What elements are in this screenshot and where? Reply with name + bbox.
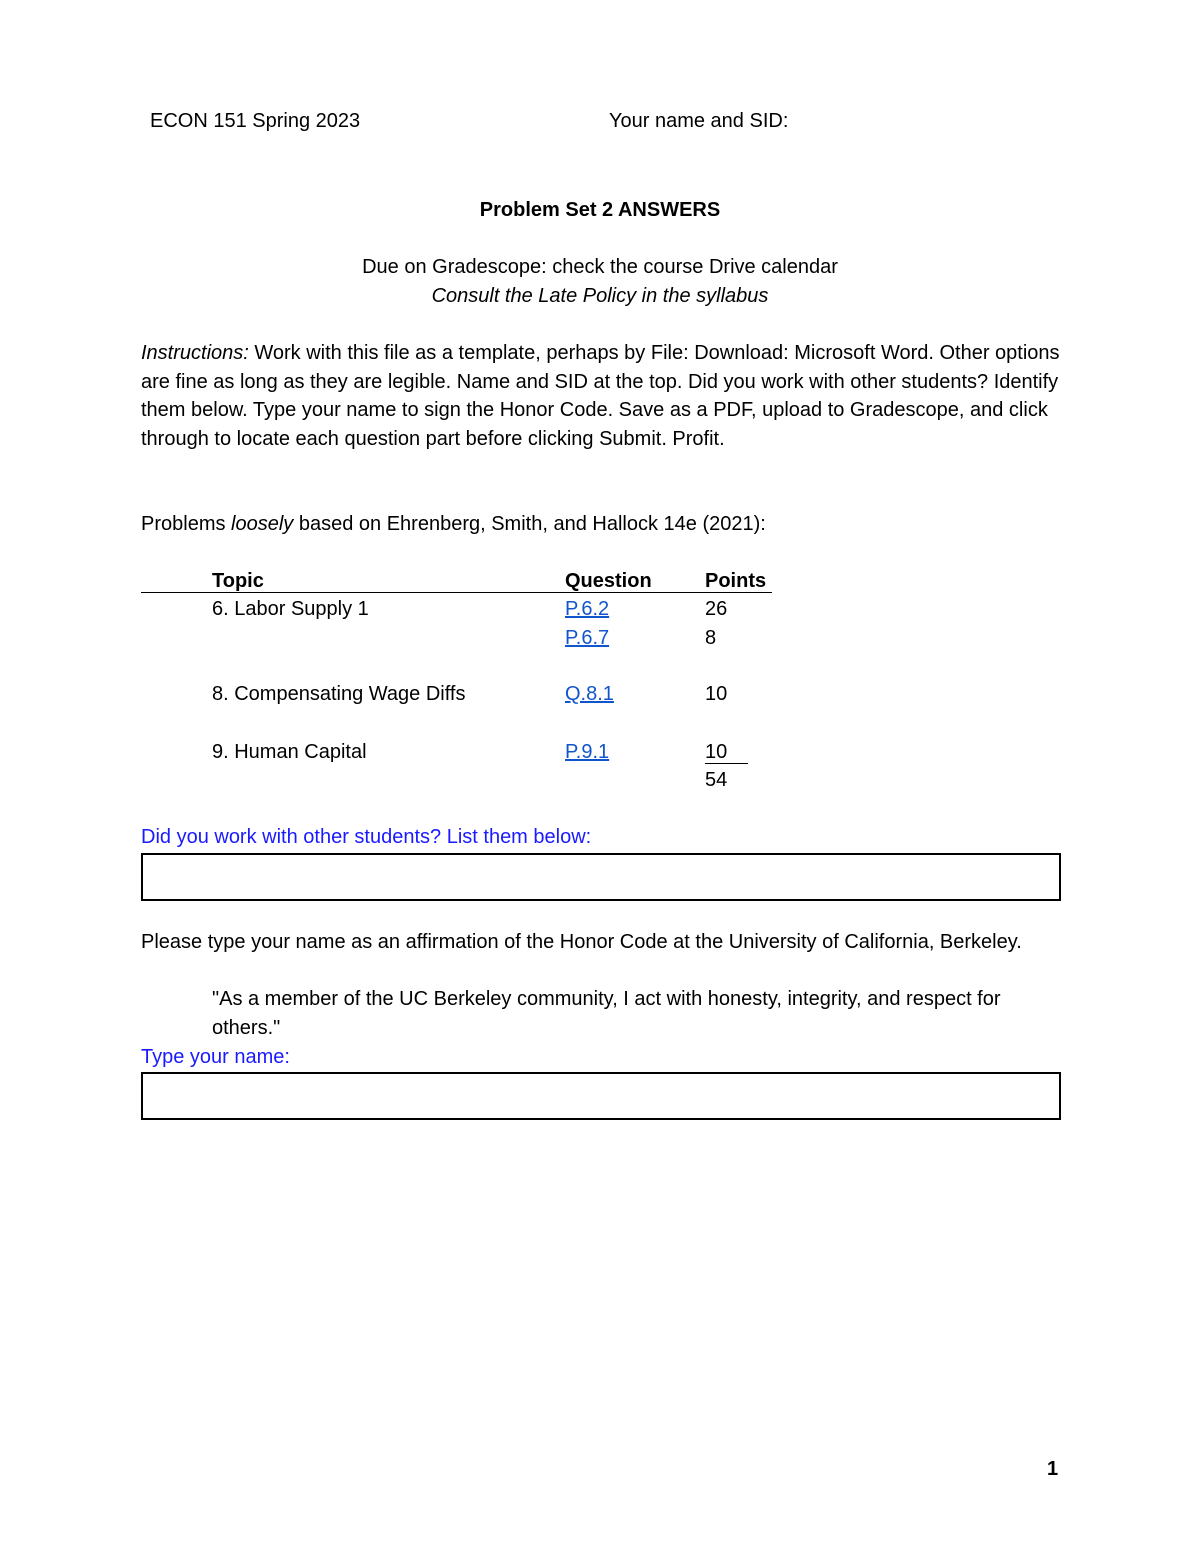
table-cell-topic: 8. Compensating Wage Diffs	[212, 683, 466, 705]
instructions-paragraph	[141, 339, 1071, 453]
table-cell-points: 10	[705, 683, 728, 705]
course-header: ECON 151 Spring 2023	[150, 110, 361, 132]
problems-intro-emphasis: loosely	[231, 513, 294, 535]
document-title: Problem Set 2 ANSWERS	[479, 199, 721, 221]
instructions-body: Work with this file as a template, perhaps by File: Download: Microsoft Word. Other options are fine as long as they are legible. Name and SID at the top. Did you work with other students? Identify them below. Type your name to sign the Honor Code. Save as a PDF, upload to Gradescope, and click through to locate each question part before clicking Submit. Profit.	[141, 342, 1060, 450]
total-rule	[705, 763, 748, 764]
problems-intro	[141, 510, 766, 539]
question-link-q-8-1[interactable]: Q.8.1	[565, 683, 614, 705]
table-header-points: Points	[705, 570, 767, 592]
collaborators-input-box[interactable]	[141, 853, 1061, 901]
table-header-question: Question	[565, 570, 652, 592]
honor-code-text: Please type your name as an affirmation of the Honor Code at the University of California, Berkeley.	[141, 931, 1022, 953]
type-name-prompt: Type your name:	[141, 1046, 290, 1068]
table-cell-points: 10	[705, 741, 728, 763]
due-date-text: Due on Gradescope: check the course Drive calendar	[362, 256, 838, 278]
late-policy-text: Consult the Late Policy in the syllabus	[431, 285, 769, 307]
instructions-lead: Instructions:	[141, 342, 249, 364]
table-cell-topic: 6. Labor Supply 1	[212, 598, 369, 620]
problems-intro-before: Problems	[141, 513, 232, 535]
page-number: 1	[1047, 1458, 1059, 1480]
question-link-p-6-2[interactable]: P.6.2	[565, 598, 610, 620]
name-signature-input-box[interactable]	[141, 1072, 1061, 1120]
honor-code-quote: "As a member of the UC Berkeley community, I act with honesty, integrity, and respect for others."	[212, 988, 1001, 1039]
table-header-rule	[141, 592, 772, 593]
points-total: 54	[705, 769, 728, 791]
table-cell-points: 8	[705, 627, 717, 649]
table-cell-points: 26	[705, 598, 728, 620]
table-cell-topic: 9. Human Capital	[212, 741, 367, 763]
problems-intro-after: based on Ehrenberg, Smith, and Hallock 14e (2021):	[293, 513, 766, 535]
name-sid-label: Your name and SID:	[609, 110, 789, 132]
question-link-p-6-7[interactable]: P.6.7	[565, 627, 610, 649]
question-link-p-9-1[interactable]: P.9.1	[565, 741, 610, 763]
table-header-topic: Topic	[212, 570, 264, 592]
collaborators-prompt: Did you work with other students? List them below:	[141, 826, 592, 848]
